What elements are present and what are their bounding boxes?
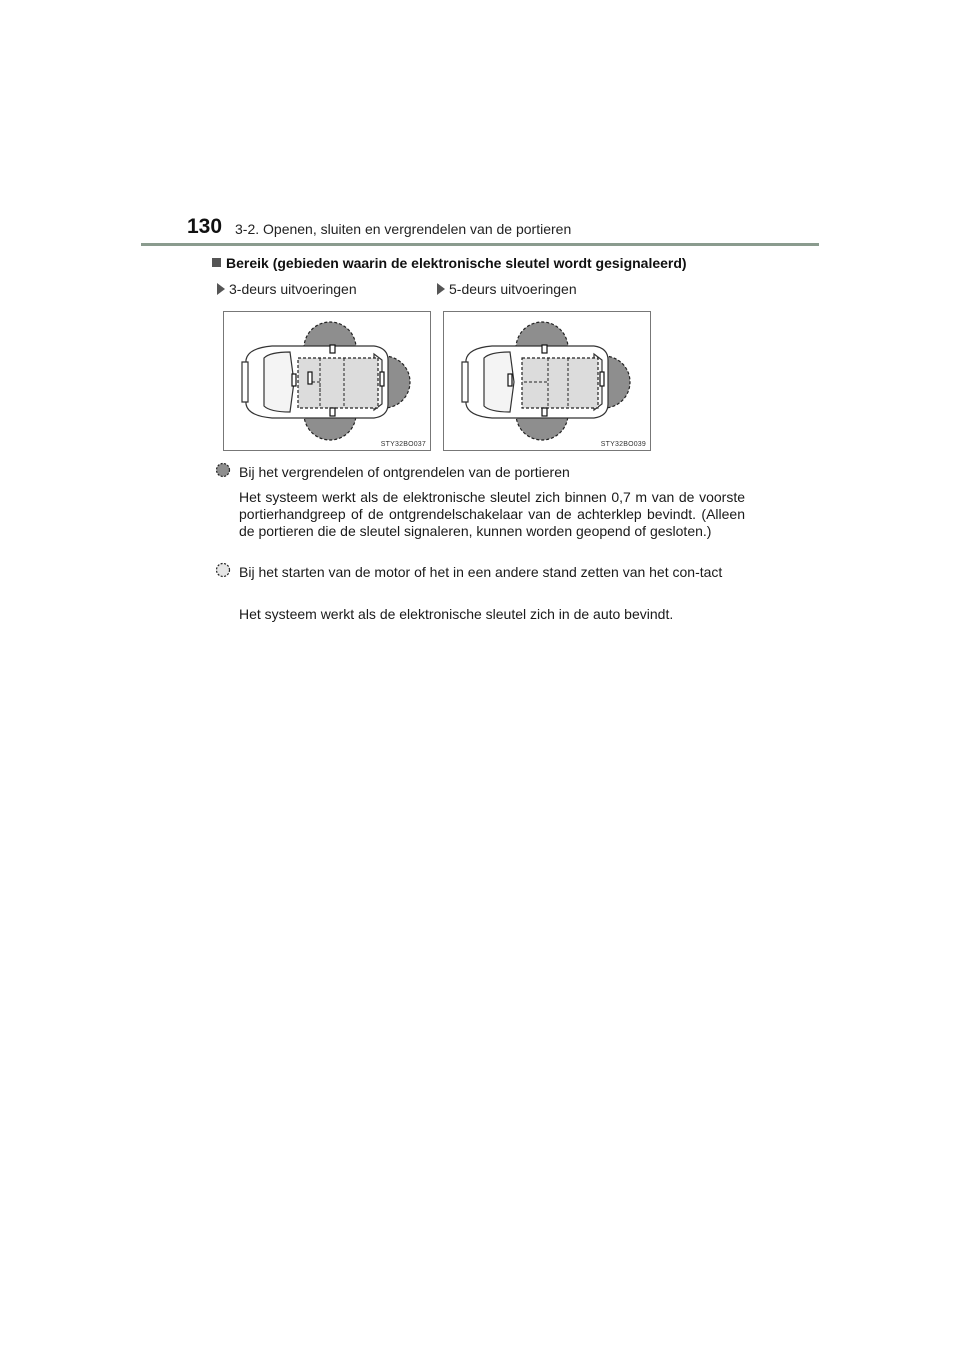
figure-code: STY32BO039 [600, 441, 646, 448]
variant-label-text: 5-deurs uitvoeringen [449, 281, 577, 297]
front-bumper [462, 362, 468, 402]
antenna-icon [330, 345, 335, 353]
zone-left-door [516, 322, 568, 348]
variant-label-3door [217, 281, 357, 297]
zone-cabin [522, 358, 598, 408]
antenna-icon [330, 408, 335, 416]
antenna-icon [508, 374, 512, 386]
variant-label-text: 3-deurs uitvoeringen [229, 281, 357, 297]
figure-5door [443, 311, 651, 451]
dashed-circle-dark-icon [215, 462, 231, 478]
square-bullet-icon [212, 258, 221, 267]
zone-left-door [304, 322, 356, 348]
figure-code: STY32BO037 [380, 441, 426, 448]
page-number: 130 [187, 215, 223, 238]
legend-description-2: Het systeem werkt als de elektronische sleutel zich in de auto bevindt. [239, 606, 674, 622]
antenna-icon [600, 372, 604, 386]
car-top-view-illustration [444, 312, 650, 450]
antenna-icon [542, 408, 547, 416]
antenna-icon [542, 345, 547, 353]
legend-title-2: Bij het starten van de motor of het in een andere stand zetten van het con-tact [239, 564, 723, 580]
section-title: 3-2. Openen, sluiten en vergrendelen van de portieren [235, 221, 572, 237]
legend-description-1: Het systeem werkt als de elektronische sleutel zich binnen 0,7 m van de voorste portierhandgreep of de ontgrendelschakelaar van de achterklep bevindt. (Alleen de portieren die de sleutel signaleren, kunnen worden geopend of gesloten.) [239, 489, 745, 539]
windshield [264, 352, 294, 412]
antenna-icon [308, 372, 312, 384]
antenna-icon [292, 374, 296, 386]
car-top-view-illustration [224, 312, 430, 450]
triangle-arrow-icon [217, 283, 225, 295]
section-heading [212, 255, 687, 271]
header-divider [141, 243, 819, 246]
triangle-arrow-icon [437, 283, 445, 295]
heading-text: Bereik (gebieden waarin de elektronische sleutel wordt gesignaleerd) [226, 255, 687, 271]
antenna-icon [380, 372, 384, 386]
front-bumper [242, 362, 248, 402]
figure-3door [223, 311, 431, 451]
variant-label-5door [437, 281, 577, 297]
legend-title-1: Bij het vergrendelen of ontgrendelen van de portieren [239, 464, 570, 480]
dashed-circle-light-icon [215, 562, 231, 578]
